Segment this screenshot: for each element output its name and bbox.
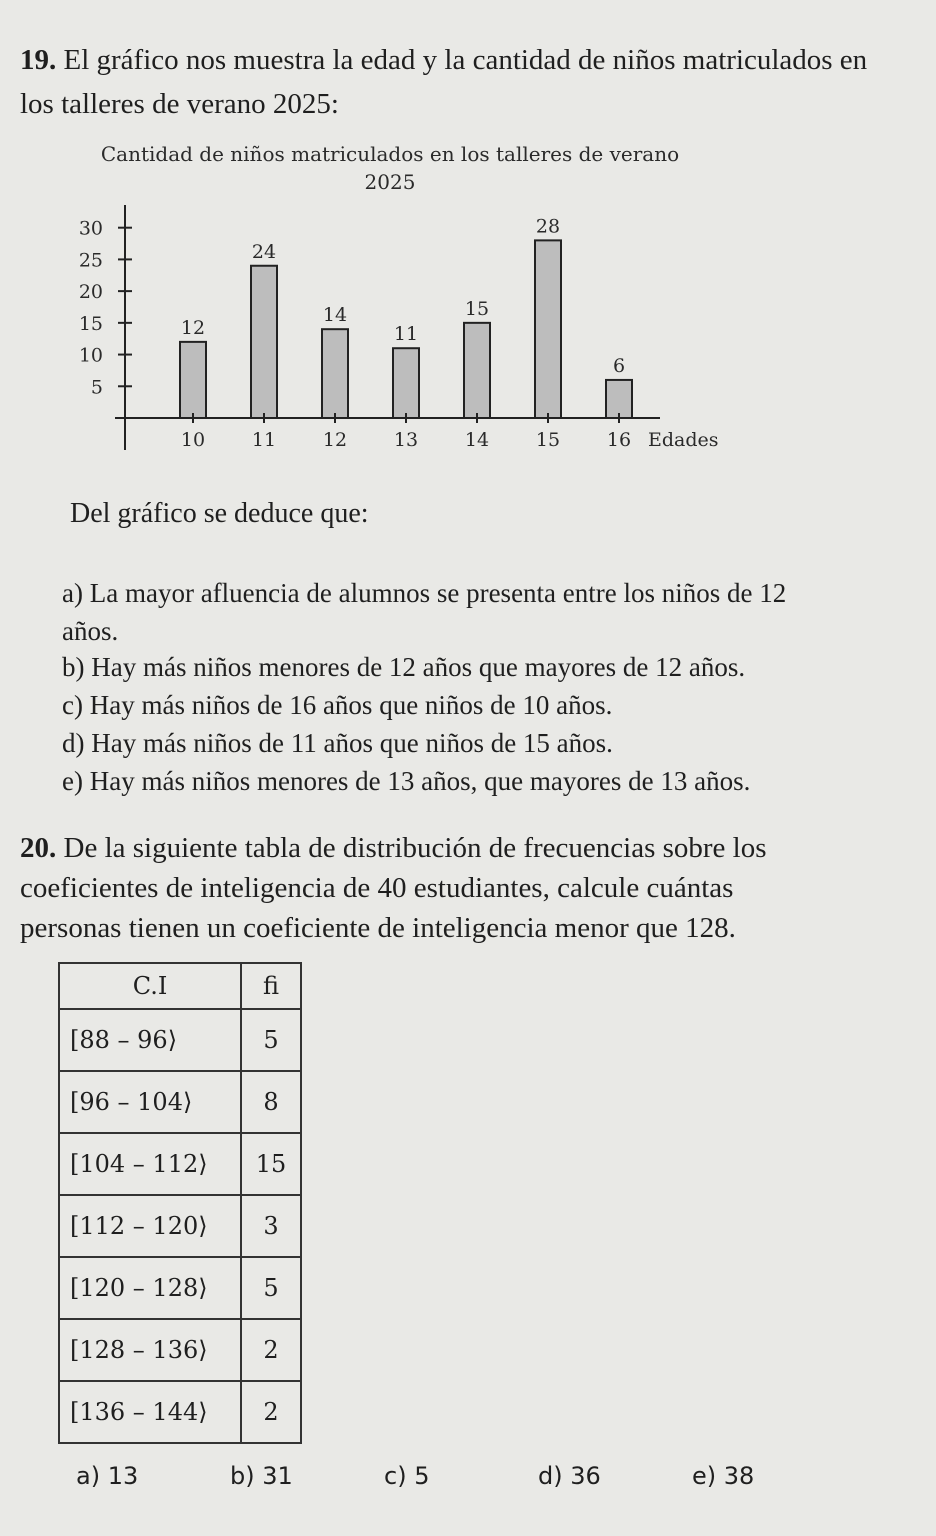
answer-label: b) [230,1462,255,1490]
x-tick-label: 10 [180,429,206,451]
y-tick-label: 5 [90,376,103,399]
data-label: 12 [180,316,206,339]
option-label: a) [62,578,83,608]
option-label: c) [62,690,83,720]
data-label: 28 [535,215,561,238]
x-tick-label: 12 [322,429,348,451]
answer-value: 5 [414,1462,430,1490]
y-tick-label: 20 [78,281,103,304]
x-tick-label: 15 [535,429,561,451]
table-row [59,1009,301,1071]
option-e [62,762,862,800]
bar [180,342,206,418]
fi-cell: 8 [241,1071,301,1133]
ci-cell: [120 – 128⟩ [59,1257,241,1319]
data-label: 6 [612,354,626,377]
bar [251,266,277,418]
table-row [59,1319,301,1381]
answer-label: d) [538,1462,563,1490]
option-b [62,648,862,686]
prompt: Del gráfico se deduce que: [70,498,369,529]
answer-value: 31 [262,1462,293,1490]
option-text: Hay más niños de 16 años que niños de 10 años. [89,690,613,720]
data-label: 24 [251,240,277,263]
answer-c [384,1462,429,1490]
answer-b [230,1462,293,1490]
fi-cell: 2 [241,1319,301,1381]
answer-d [538,1462,601,1490]
data-label: 11 [393,323,419,346]
question-number: 19. [20,44,57,76]
y-tick-label: 15 [78,312,103,335]
y-tick-label: 30 [78,217,103,240]
question-19 [20,38,880,126]
x-tick-label: 16 [606,429,632,451]
ci-cell: [112 – 120⟩ [59,1195,241,1257]
frequency-table [58,962,302,1444]
header-ci: C.I [59,963,241,1009]
table-row [59,1071,301,1133]
ci-cell: [88 – 96⟩ [59,1009,241,1071]
x-tick-label: 11 [251,429,277,451]
fi-cell: 5 [241,1009,301,1071]
question-20 [20,828,840,948]
question-number: 20. [20,832,57,864]
ci-cell: [96 – 104⟩ [59,1071,241,1133]
table-row [59,1257,301,1319]
bar [393,348,419,418]
option-label: e) [62,766,83,796]
bar [322,329,348,418]
fi-cell: 2 [241,1381,301,1443]
header-fi: fi [241,963,301,1009]
table-row [59,1133,301,1195]
answer-e [692,1462,754,1490]
question-text: El gráfico nos muestra la edad y la cantidad de niños matriculados en los talleres de verano 2025: [20,44,868,120]
option-c [62,686,862,724]
option-a [62,574,842,650]
answer-label: e) [692,1462,717,1490]
option-text: Hay más niños menores de 12 años que mayores de 12 años. [91,652,746,682]
ci-cell: [128 – 136⟩ [59,1319,241,1381]
bar [606,380,632,418]
ci-cell: [104 – 112⟩ [59,1133,241,1195]
data-label: 14 [322,304,348,327]
fi-cell: 15 [241,1133,301,1195]
table-row [59,1195,301,1257]
answer-label: a) [76,1462,101,1490]
option-label: d) [62,728,85,758]
answer-a [76,1462,138,1490]
option-text: Hay más niños menores de 13 años, que mayores de 13 años. [89,766,751,796]
data-label: 15 [464,297,490,320]
fi-cell: 5 [241,1257,301,1319]
x-tick-label: 14 [464,429,490,451]
bar [464,323,490,418]
answer-value: 36 [570,1462,601,1490]
answer-value: 38 [723,1462,755,1490]
option-label: b) [62,652,85,682]
x-tick-label: 13 [393,429,419,451]
option-text: La mayor afluencia de alumnos se presenta entre los niños de 12 años. [62,578,787,646]
fi-cell: 3 [241,1195,301,1257]
bar [535,240,561,418]
question-text: De la siguiente tabla de distribución de frecuencias sobre los coeficientes de inteligencia de 40 estudiantes, calcule cuántas personas tienen un coeficiente de inteligencia menor que 128. [20,832,767,944]
y-tick-label: 25 [78,249,103,272]
bar-chart [60,200,780,470]
table-row [59,1381,301,1443]
x-axis-label: Edades [648,429,719,451]
y-tick-label: 10 [78,344,103,367]
option-d [62,724,862,762]
answer-value: 13 [107,1462,139,1490]
ci-cell: [136 – 144⟩ [59,1381,241,1443]
option-text: Hay más niños de 11 años que niños de 15 años. [91,728,613,758]
answer-label: c) [384,1462,407,1490]
chart-title: Cantidad de niños matriculados en los talleres de verano 2025 [100,142,680,194]
